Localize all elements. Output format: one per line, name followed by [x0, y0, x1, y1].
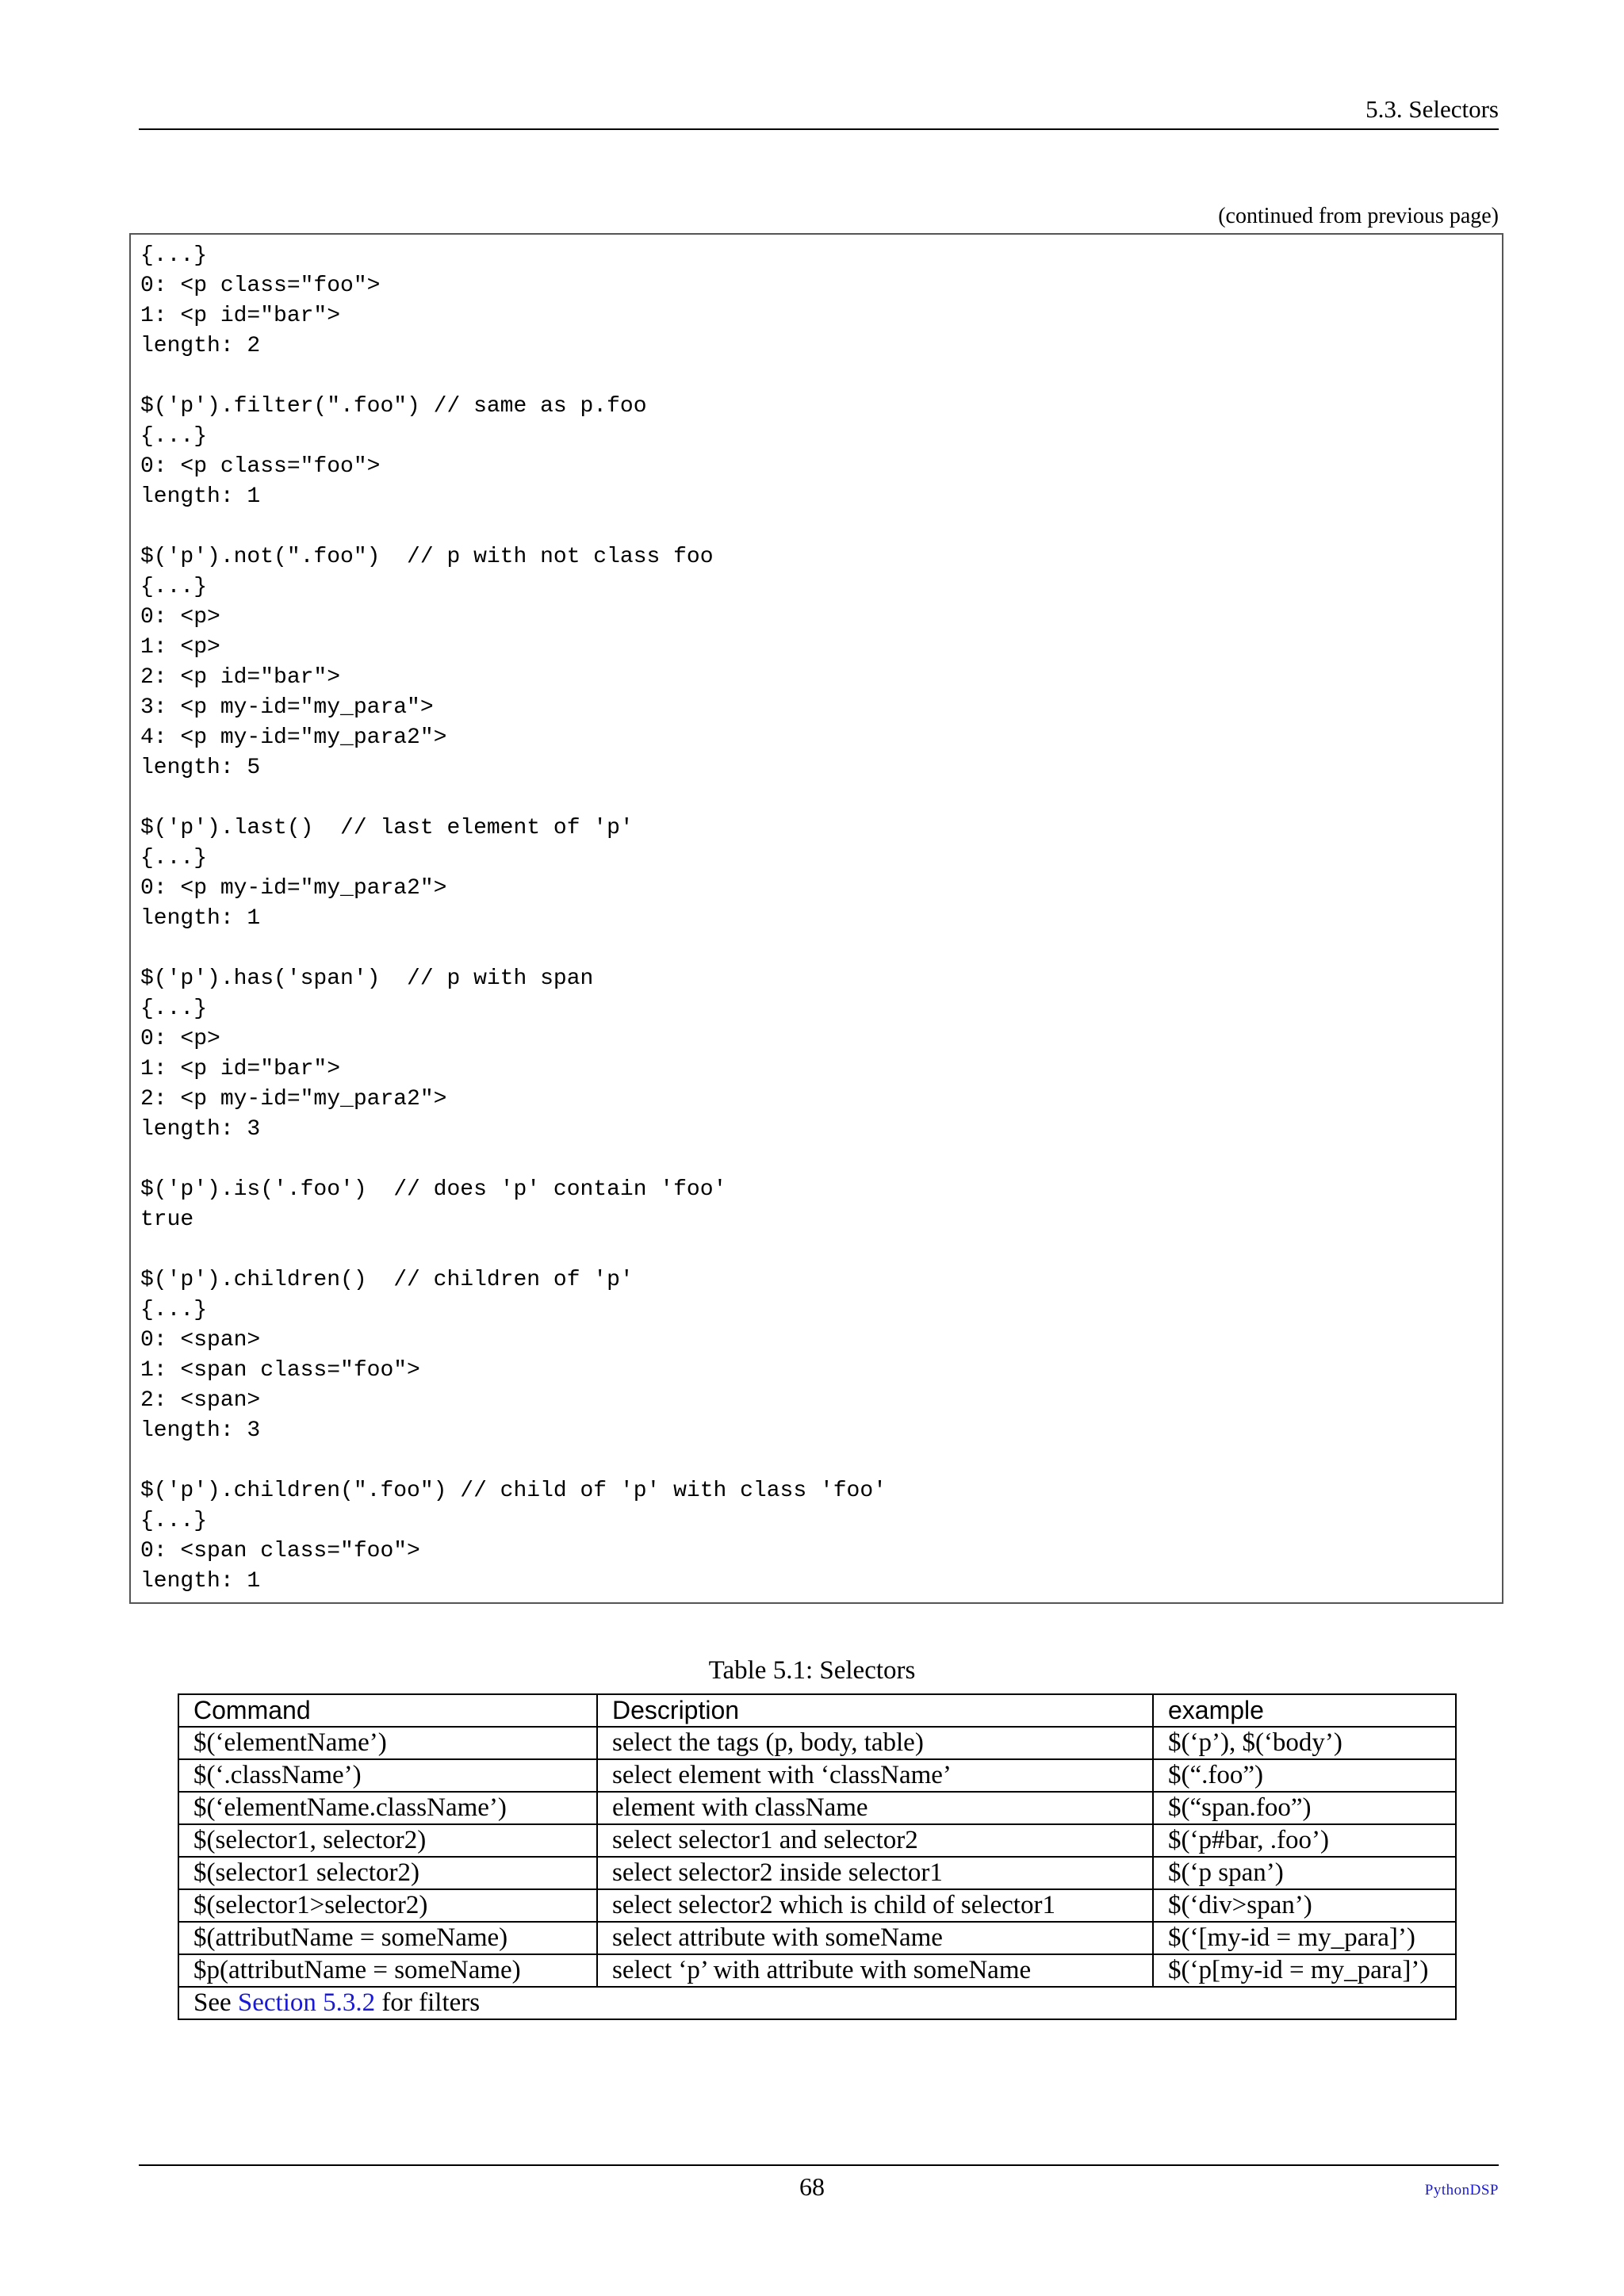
cell-command: $(‘.className’)	[178, 1759, 597, 1792]
cell-example: $(‘p#bar, .foo’)	[1153, 1824, 1456, 1857]
page-number: 68	[799, 2172, 825, 2201]
cell-description: select the tags (p, body, table)	[597, 1727, 1153, 1759]
header-description: Description	[597, 1694, 1153, 1727]
footer-rule	[139, 2164, 1499, 2166]
cell-command: $p(attributName = someName)	[178, 1954, 597, 1987]
code-line: 1: <span class="foo">	[140, 1358, 420, 1383]
code-line: 0: <p class="foo">	[140, 274, 381, 298]
cell-example: $(‘p span’)	[1153, 1857, 1456, 1889]
table-row	[178, 1759, 1456, 1792]
header-example: example	[1153, 1694, 1456, 1727]
cell-command: $(‘elementName’)	[178, 1727, 597, 1759]
code-line	[140, 783, 1502, 813]
code-line: 4: <p my-id="my_para2">	[140, 725, 447, 750]
table-header-row	[178, 1694, 1456, 1727]
code-line: {...}	[140, 1509, 208, 1533]
code-line: 0: <span class="foo">	[140, 1539, 420, 1563]
code-line	[140, 934, 1502, 964]
code-line: {...}	[140, 575, 208, 599]
code-line	[140, 512, 1502, 542]
section-link[interactable]: Section 5.3.2	[237, 1988, 376, 2017]
table-row	[178, 1824, 1456, 1857]
table-row	[178, 1857, 1456, 1889]
code-line: length: 3	[140, 1418, 261, 1443]
table-row	[178, 1727, 1456, 1759]
table-footer-note	[178, 1987, 1456, 2019]
cell-description: select selector2 inside selector1	[597, 1857, 1153, 1889]
code-line: 0: <span>	[140, 1328, 261, 1353]
brand-link[interactable]: PythonDSP	[1424, 2182, 1499, 2198]
cell-example: $(“.foo”)	[1153, 1759, 1456, 1792]
code-line: 0: <p my-id="my_para2">	[140, 876, 447, 901]
cell-example: $(‘p’), $(‘body’)	[1153, 1727, 1456, 1759]
table-row	[178, 1792, 1456, 1824]
cell-example: $(‘div>span’)	[1153, 1889, 1456, 1922]
cell-description: select selector1 and selector2	[597, 1824, 1153, 1857]
continued-note: (continued from previous page)	[1218, 204, 1499, 228]
cell-description: select attribute with someName	[597, 1922, 1153, 1954]
cell-example: $(‘[my-id = my_para]’)	[1153, 1922, 1456, 1954]
code-line: $('p').not(".foo") // p with not class foo	[140, 545, 714, 569]
code-line	[140, 362, 1502, 392]
code-line: {...}	[140, 846, 208, 871]
table-caption: Table 5.1: Selectors	[708, 1656, 916, 1685]
cell-description: select ‘p’ with attribute with someName	[597, 1954, 1153, 1987]
code-line: 2: <span>	[140, 1388, 261, 1413]
code-line: $('p').children(".foo") // child of 'p' with class 'foo'	[140, 1479, 887, 1503]
code-line: $('p').last() // last element of 'p'	[140, 816, 634, 840]
selectors-table	[178, 1693, 1457, 2020]
footer-prefix: See	[193, 1988, 238, 2017]
code-line: length: 1	[140, 1569, 261, 1594]
code-line: length: 2	[140, 334, 261, 358]
code-line: length: 3	[140, 1117, 261, 1142]
code-line: 2: <p my-id="my_para2">	[140, 1087, 447, 1112]
cell-example: $(‘p[my-id = my_para]’)	[1153, 1954, 1456, 1987]
cell-description: select selector2 which is child of selector1	[597, 1889, 1153, 1922]
code-line: length: 1	[140, 484, 261, 509]
cell-command: $(selector1>selector2)	[178, 1889, 597, 1922]
code-line: {...}	[140, 1298, 208, 1322]
code-line: $('p').filter(".foo") // same as p.foo	[140, 394, 647, 419]
code-line: true	[140, 1207, 194, 1232]
cell-command: $(selector1 selector2)	[178, 1857, 597, 1889]
code-line: length: 1	[140, 906, 261, 931]
table-row	[178, 1922, 1456, 1954]
table-footer-row	[178, 1987, 1456, 2019]
code-line: 1: <p id="bar">	[140, 304, 341, 328]
code-line: 0: <p>	[140, 1027, 220, 1051]
code-line: 2: <p id="bar">	[140, 665, 341, 690]
header-command: Command	[178, 1694, 597, 1727]
code-line: 0: <p class="foo">	[140, 454, 381, 479]
code-block	[129, 233, 1503, 1604]
code-line	[140, 1145, 1502, 1175]
code-line: 1: <p>	[140, 635, 220, 660]
code-line: $('p').has('span') // p with span	[140, 966, 594, 991]
cell-command: $(‘elementName.className’)	[178, 1792, 597, 1824]
code-line: {...}	[140, 424, 208, 449]
code-line: length: 5	[140, 756, 261, 780]
code-line: {...}	[140, 997, 208, 1021]
running-header: 5.3. Selectors	[1365, 95, 1499, 123]
cell-example: $(“span.foo”)	[1153, 1792, 1456, 1824]
code-line: 1: <p id="bar">	[140, 1057, 341, 1081]
cell-command: $(selector1, selector2)	[178, 1824, 597, 1857]
footer-suffix: for filters	[375, 1988, 481, 2017]
code-line	[140, 1235, 1502, 1265]
code-line: {...}	[140, 243, 208, 268]
code-line: $('p').children() // children of 'p'	[140, 1268, 634, 1292]
code-line: $('p').is('.foo') // does 'p' contain 'foo'	[140, 1177, 727, 1202]
code-line	[140, 1446, 1502, 1476]
cell-command: $(attributName = someName)	[178, 1922, 597, 1954]
table-row	[178, 1954, 1456, 1987]
cell-description: select element with ‘className’	[597, 1759, 1153, 1792]
cell-description: element with className	[597, 1792, 1153, 1824]
table-row	[178, 1889, 1456, 1922]
header-rule	[139, 128, 1499, 130]
code-line: 0: <p>	[140, 605, 220, 629]
code-line: 3: <p my-id="my_para">	[140, 695, 434, 720]
